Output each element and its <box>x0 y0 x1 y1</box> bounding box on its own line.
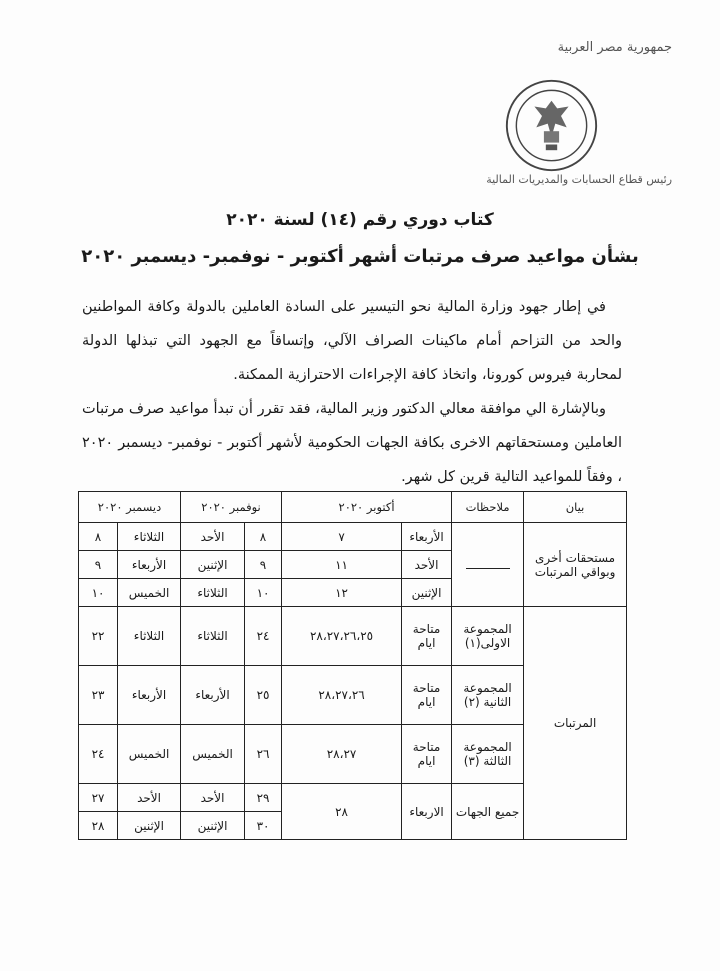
dec-day: الخميس <box>118 579 181 607</box>
dec-day: الأربعاء <box>118 551 181 579</box>
oct-day: الإثنين <box>402 579 452 607</box>
notes-empty <box>452 523 524 607</box>
nov-date: ٢٥ <box>245 666 282 725</box>
group-name: جميع الجهات <box>452 784 524 840</box>
salary-schedule-table <box>78 491 627 840</box>
oct-day: الأحد <box>402 551 452 579</box>
nov-date: ٣٠ <box>245 812 282 840</box>
table-row <box>79 607 627 666</box>
table-header-row <box>79 492 627 523</box>
dec-date: ٢٨ <box>79 812 118 840</box>
section-label: مستحقات أخرى وبواقي المرتبات <box>524 523 627 607</box>
group-name: المجموعة الثانية (٢) <box>452 666 524 725</box>
table-row <box>79 523 627 551</box>
header-december: ديسمبر ٢٠٢٠ <box>79 492 181 523</box>
nov-date: ٨ <box>245 523 282 551</box>
circular-body <box>82 290 622 494</box>
nov-date: ٢٤ <box>245 607 282 666</box>
section-label: المرتبات <box>524 607 627 840</box>
org-name-top: جمهورية مصر العربية <box>557 40 672 55</box>
circular-title: كتاب دوري رقم (١٤) لسنة ٢٠٢٠ <box>226 210 494 230</box>
oct-date: ٧ <box>282 523 402 551</box>
paragraph-1: في إطار جهود وزارة المالية نحو التيسير على السادة العاملين بالدولة وكافة المواطنين والحد من التزاحم أمام ماكينات الصراف الآلي، وإتساقاً مع الجهود التي تبذلها الدولة لمحاربة فيروس كورونا، واتخاذ كافة الإجراءات الاحترازية الممكنة. <box>82 299 622 383</box>
circular-subject: بشأن مواعيد صرف مرتبات أشهر أكتوبر - نوفمبر- ديسمبر ٢٠٢٠ <box>81 246 639 267</box>
paragraph-2: وبالإشارة الي موافقة معالي الدكتور وزير المالية، فقد تقرر أن تبدأ مواعيد صرف مرتبات العاملين ومستحقاتهم الاخرى بكافة الجهات الحكومية لأشهر أكتوبر - نوفمبر- ديسمبر ٢٠٢٠ ، وفقاً للمواعيد التالية قرين كل شهر. <box>82 401 622 485</box>
oct-date: ١٢ <box>282 579 402 607</box>
oct-date: ١١ <box>282 551 402 579</box>
group-name: المجموعة الثالثة (٣) <box>452 725 524 784</box>
dec-date: ٨ <box>79 523 118 551</box>
nov-day: الأحد <box>181 784 245 812</box>
nov-day: الأحد <box>181 523 245 551</box>
nov-day: الأربعاء <box>181 666 245 725</box>
letterhead <box>472 40 672 200</box>
dec-day: الثلاثاء <box>118 607 181 666</box>
nov-day: الثلاثاء <box>181 607 245 666</box>
org-name-bottom: رئيس قطاع الحسابات والمديريات المالية <box>486 173 672 186</box>
oct-dates: ٢٨،٢٧ <box>282 725 402 784</box>
header-november: نوفمبر ٢٠٢٠ <box>181 492 282 523</box>
oct-date: ٢٨ <box>282 784 402 840</box>
dec-day: الأربعاء <box>118 666 181 725</box>
oct-note: متاحة ايام <box>402 725 452 784</box>
dec-day: الخميس <box>118 725 181 784</box>
oct-dates: ٢٨،٢٧،٢٦،٢٥ <box>282 607 402 666</box>
oct-note: متاحة ايام <box>402 607 452 666</box>
header-notes: ملاحظات <box>452 492 524 523</box>
dec-day: الأحد <box>118 784 181 812</box>
dec-date: ٢٢ <box>79 607 118 666</box>
oct-dates: ٢٨،٢٧،٢٦ <box>282 666 402 725</box>
nov-day: الثلاثاء <box>181 579 245 607</box>
nov-day: الخميس <box>181 725 245 784</box>
nov-date: ٩ <box>245 551 282 579</box>
dec-date: ٢٧ <box>79 784 118 812</box>
dec-day: الإثنين <box>118 812 181 840</box>
nov-date: ١٠ <box>245 579 282 607</box>
group-name: المجموعة الاولى(١) <box>452 607 524 666</box>
nov-day: الإثنين <box>181 812 245 840</box>
ministry-seal-icon <box>504 78 599 173</box>
oct-day: الأربعاء <box>402 523 452 551</box>
dec-date: ٢٣ <box>79 666 118 725</box>
nov-day: الإثنين <box>181 551 245 579</box>
header-item: بيان <box>524 492 627 523</box>
dec-day: الثلاثاء <box>118 523 181 551</box>
dash-line <box>466 568 510 569</box>
dec-date: ١٠ <box>79 579 118 607</box>
oct-note: متاحة ايام <box>402 666 452 725</box>
oct-day: الاربعاء <box>402 784 452 840</box>
nov-date: ٢٦ <box>245 725 282 784</box>
header-october: أكتوبر ٢٠٢٠ <box>282 492 452 523</box>
dec-date: ٢٤ <box>79 725 118 784</box>
dec-date: ٩ <box>79 551 118 579</box>
nov-date: ٢٩ <box>245 784 282 812</box>
